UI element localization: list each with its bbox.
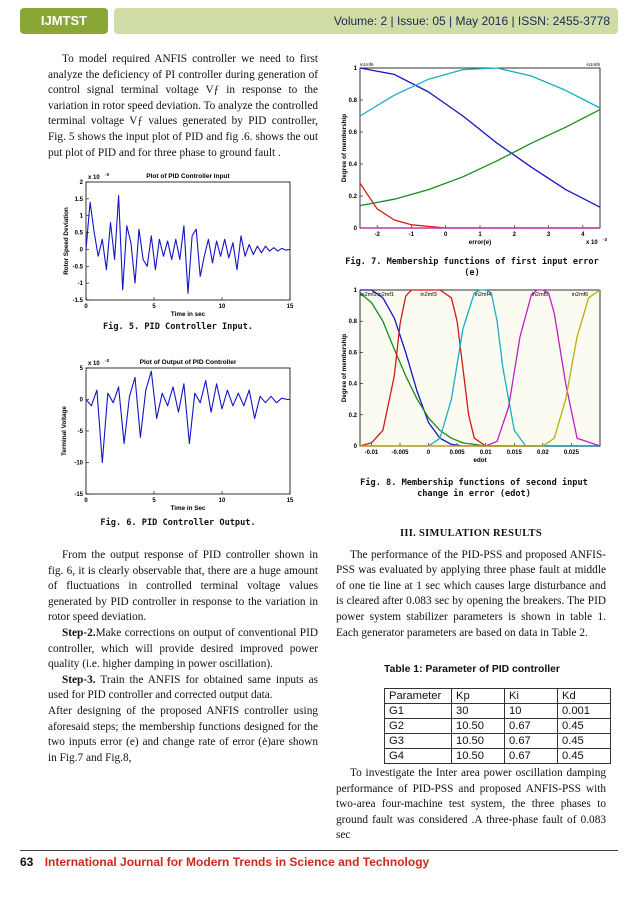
- mf-label: in1mf6: [586, 62, 600, 67]
- mf-label: in2mf4: [474, 292, 492, 298]
- axis-exponent-power: -3: [105, 358, 110, 363]
- x-tick-label: 0.025: [563, 450, 579, 456]
- pid-parameter-table: [384, 688, 611, 764]
- x-tick-label: 5: [152, 304, 156, 310]
- page-footer: [20, 855, 429, 869]
- fig6-caption: Fig. 6. PID Controller Output.: [100, 518, 256, 528]
- step2-label: Step-2.: [62, 626, 96, 639]
- table-cell: 0.45: [558, 749, 611, 764]
- chart-title: Plot of PID Controller Input: [146, 173, 230, 180]
- y-tick-label: 0.2: [348, 412, 357, 419]
- step2-text: Make corrections on output of conventional PID controller, which will provide desired improved power quality (i.e. higher damping in power oscillation).: [48, 626, 318, 671]
- left-body: [48, 548, 318, 766]
- mf-label: in2mf6: [571, 292, 589, 298]
- mf-label: in1mf6: [360, 62, 374, 67]
- fig8-chart: [336, 282, 608, 474]
- page-number: 63: [20, 855, 34, 869]
- x-tick-label: 15: [286, 304, 294, 310]
- table-header-cell: Parameter: [385, 689, 452, 704]
- table-row: [385, 734, 611, 749]
- x-tick-label: 0: [426, 450, 431, 456]
- table-row: [385, 719, 611, 734]
- axis-exponent: x 10: [586, 240, 598, 246]
- y-tick-label: 0.6: [348, 350, 357, 357]
- fig7-chart: [336, 54, 608, 254]
- mf-label: in2mf2: [360, 292, 377, 298]
- mf-label: in2mf1: [377, 292, 394, 298]
- table-cell: 0.67: [505, 749, 558, 764]
- y-tick-label: 2: [79, 180, 83, 186]
- y-tick-label: 0: [79, 397, 83, 404]
- axis-exponent-power: -3: [105, 172, 110, 177]
- x-tick-label: 10: [218, 498, 226, 504]
- table-cell: 10.50: [452, 749, 505, 764]
- x-tick-label: 2: [512, 232, 516, 238]
- plot-area: [360, 290, 600, 446]
- section-title: III. SIMULATION RESULTS: [400, 528, 542, 539]
- x-tick-label: 3: [546, 232, 551, 238]
- table-header-cell: Ki: [505, 689, 558, 704]
- mf-label: in2mf5: [531, 292, 549, 298]
- x-tick-label: 15: [286, 498, 294, 504]
- table-cell: 0.45: [558, 734, 611, 749]
- x-axis-label: Time in Sec: [170, 505, 206, 512]
- table-cell: 0.67: [505, 719, 558, 734]
- table-cell: G1: [385, 704, 452, 719]
- x-tick-label: 0: [444, 232, 448, 238]
- fig5-chart: [58, 172, 298, 318]
- table-cell: G4: [385, 749, 452, 764]
- x-tick-label: 0.015: [506, 450, 522, 456]
- table-row: [385, 704, 611, 719]
- y-tick-label: -1.5: [72, 298, 83, 304]
- table-cell: 10: [505, 704, 558, 719]
- y-tick-label: 1: [79, 213, 83, 220]
- mf-label: in2mf3: [420, 292, 437, 298]
- x-tick-label: 0.005: [449, 450, 465, 456]
- footer-divider: [20, 850, 618, 851]
- x-axis-label: edot: [473, 457, 487, 464]
- plot-area: [360, 68, 600, 228]
- y-tick-label: 0.8: [348, 98, 357, 104]
- y-axis-label: Rotor Speed Deviation: [63, 207, 70, 275]
- footer-journal-name: International Journal for Modern Trends in Science and Technology: [44, 855, 430, 869]
- x-tick-label: 1: [478, 232, 482, 238]
- y-axis-label: Degree of membership: [341, 333, 348, 403]
- y-tick-label: -15: [74, 492, 83, 498]
- x-tick-label: 0: [84, 498, 88, 504]
- x-tick-label: 10: [218, 304, 226, 310]
- table-cell: 0.67: [505, 734, 558, 749]
- x-tick-label: 5: [152, 498, 156, 504]
- issue-banner: Volume: 2 | Issue: 05 | May 2016 | ISSN: 2455-3778: [114, 8, 618, 34]
- y-tick-label: -5: [77, 429, 83, 435]
- fig6-chart: [58, 354, 298, 514]
- chart-title: Plot of Output of PID Controller: [139, 359, 237, 366]
- y-tick-label: 1.5: [74, 196, 83, 203]
- table-cell: G2: [385, 719, 452, 734]
- y-tick-label: 0.4: [348, 381, 357, 388]
- y-tick-label: -0.5: [72, 264, 83, 271]
- fig7-caption: Fig. 7. Membership functions of first input error (e): [345, 257, 599, 278]
- x-tick-label: -0.005: [391, 450, 409, 456]
- fig8-caption: Fig. 8. Membership functions of second input change in error (edot): [360, 478, 588, 499]
- axis-exponent: x 10: [88, 175, 100, 181]
- y-tick-label: 0.6: [348, 130, 357, 136]
- x-tick-label: -0.01: [364, 450, 379, 456]
- y-axis-label: Terminal Voltage: [61, 406, 68, 456]
- axis-exponent: x 10: [88, 361, 100, 367]
- right-body-2: [336, 766, 606, 844]
- anfis-paragraph: After designing of the proposed ANFIS controller using aforesaid steps; the membership functions designed for the two inputs error (e) and change rate of error (ė)are shown in Fig.7 and Fig.8,: [48, 704, 318, 764]
- x-tick-label: 0.01: [479, 450, 492, 456]
- y-tick-label: 0: [353, 226, 357, 232]
- y-tick-label: 0.2: [348, 194, 357, 200]
- x-tick-label: 0: [84, 304, 88, 310]
- step3-text: Train the ANFIS for obtained same inputs as used for PID controller and corrected output data.: [48, 673, 318, 702]
- x-tick-label: -2: [374, 232, 380, 238]
- y-tick-label: 5: [79, 366, 83, 372]
- journal-badge: IJMTST: [20, 8, 108, 34]
- right-body: [336, 526, 606, 641]
- simulation-paragraph: The performance of the PID-PSS and proposed ANFIS-PSS was evaluated by applying three phase fault at middle of one tie line at 1 sec which causes large disturbance and is cleared after 0.083 sec by opening the breakers. The PID power system stabilizer parameters is shown in table 1. Each generator parameters are based on data in Table 2.: [336, 548, 606, 639]
- y-tick-label: -10: [74, 460, 83, 467]
- y-tick-label: 0.8: [348, 319, 357, 326]
- fig5-caption: Fig. 5. PID Controller Input.: [102, 322, 254, 332]
- axis-exponent-power: -3: [603, 237, 608, 242]
- y-axis-label: Degree of membership: [341, 113, 348, 183]
- table-cell: 0.001: [558, 704, 611, 719]
- y-tick-label: 0: [353, 444, 357, 450]
- y-tick-label: -1: [77, 281, 83, 288]
- table-cell: 0.45: [558, 719, 611, 734]
- table-row: [385, 749, 611, 764]
- table-cell: 30: [452, 704, 505, 719]
- y-tick-label: 0.4: [348, 162, 357, 168]
- table-header-cell: Kp: [452, 689, 505, 704]
- y-tick-label: 0: [79, 247, 83, 254]
- table-cell: 10.50: [452, 719, 505, 734]
- x-tick-label: 0.02: [537, 450, 549, 456]
- table-cell: G3: [385, 734, 452, 749]
- intro-paragraph: To model required ANFIS controller we need to first analyze the deficiency of PI controller during generation of control signal terminal voltage Vƒ in response to the variation in rotor speed deviation. To analyze the controlled terminal voltage Vƒ values generated by PID controller, Fig. 5 shows the input plot of PID and fig .6. shows the out put plot of PID and for three phase to ground fault .: [48, 53, 318, 159]
- output-paragraph: From the output response of PID controller shown in fig. 6, it is clearly observable that, there are a huge amount of fluctuations in controlled terminal voltage values generated by PID controller in response to the variation in rotor speed deviation.: [48, 549, 318, 624]
- x-axis-label: Time in sec: [170, 311, 206, 318]
- table-header-row: [385, 689, 611, 704]
- left-intro: [48, 52, 318, 161]
- table-cell: 10.50: [452, 734, 505, 749]
- investigation-paragraph: To investigate the Inter area power oscillation damping performance of PID-PSS and proposed ANFIS-PSS with two-area four-machine test system, the three phases to ground fault was considered .A three-phase fault of 0.083 sec: [336, 767, 606, 842]
- x-axis-label: error(e): [468, 239, 492, 246]
- table-header-cell: Kd: [558, 689, 611, 704]
- step3-label: Step-3.: [62, 673, 96, 686]
- y-tick-label: 0.5: [74, 230, 83, 237]
- plot-area: [86, 182, 290, 300]
- table-caption: Table 1: Parameter of PID controller: [384, 664, 560, 675]
- y-tick-label: 1: [353, 66, 357, 72]
- x-tick-label: -1: [408, 232, 415, 238]
- y-tick-label: 1: [353, 288, 357, 294]
- x-tick-label: 4: [581, 232, 585, 238]
